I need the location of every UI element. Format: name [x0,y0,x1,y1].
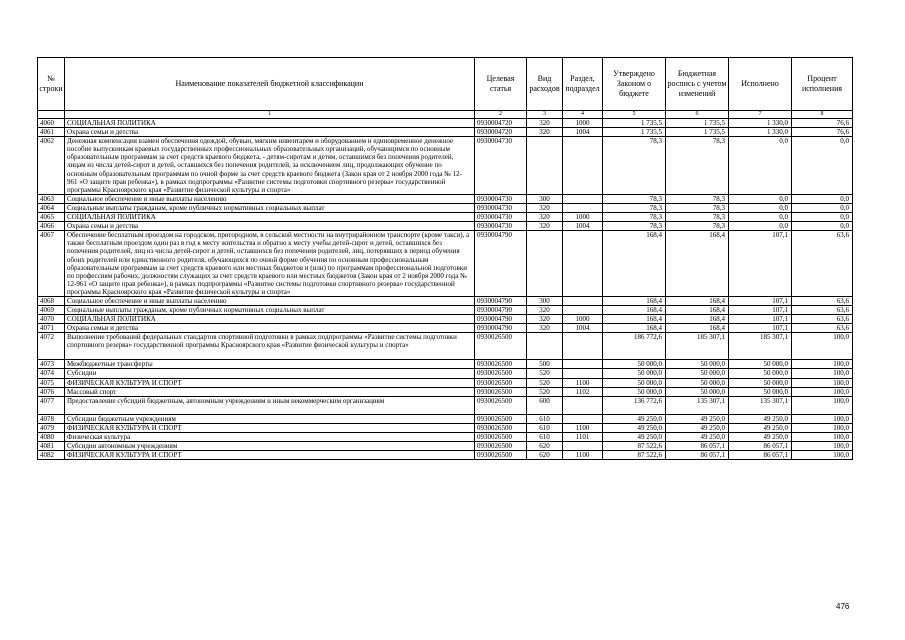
indicator-name: Физическая культура [65,432,475,441]
table-row [38,222,853,231]
section-code [563,396,603,414]
table-row [38,333,853,360]
target-article: 0930004730 [475,137,527,195]
execution-percent: 63,6 [792,315,853,324]
column-number-row [38,111,853,119]
table-body [38,119,853,460]
row-number: 4080 [38,432,65,441]
indicator-name: Выполнение требований федеральных стандартов спортивной подготовки в рамках подпрограммы «Развитие системы подготовки спортивного резерва» государственной программы Красноярского края «Развитие физической культуры и спорта» [65,333,475,360]
budget-amount: 168,4 [666,315,729,324]
approved-amount: 50 000,0 [603,387,666,396]
budget-amount: 78,3 [666,213,729,222]
colnum: 8 [792,111,853,119]
indicator-name: СОЦИАЛЬНАЯ ПОЛИТИКА [65,315,475,324]
approved-amount: 87 522,6 [603,451,666,460]
target-article: 0930004720 [475,119,527,128]
execution-percent: 100,0 [792,451,853,460]
expense-type: 300 [527,296,563,305]
row-number: 4069 [38,306,65,315]
expense-type: 500 [527,360,563,369]
indicator-name: Социальное обеспечение и иные выплаты населению [65,296,475,305]
section-code [563,296,603,305]
execution-percent: 100,0 [792,378,853,387]
expense-type: 300 [527,194,563,203]
target-article: 0930004730 [475,222,527,231]
header-row-no: № строки [38,58,65,111]
header-target: Целевая статья [475,58,527,111]
section-code: 1004 [563,128,603,137]
table-row [38,296,853,305]
table-row [38,378,853,387]
indicator-name: Социальные выплаты гражданам, кроме публичных нормативных социальных выплат [65,306,475,315]
expense-type: 620 [527,442,563,451]
target-article: 0930026500 [475,432,527,441]
budget-amount: 50 000,0 [666,369,729,378]
header-section: Раздел, подраздел [563,58,603,111]
header-percent: Процент исполнения [792,58,853,111]
target-article: 0930004790 [475,315,527,324]
approved-amount: 78,3 [603,213,666,222]
executed-amount: 86 057,1 [729,451,792,460]
target-article: 0930004730 [475,194,527,203]
expense-type [527,231,563,297]
target-article: 0930026500 [475,360,527,369]
row-number: 4082 [38,451,65,460]
budget-amount: 50 000,0 [666,387,729,396]
executed-amount: 0,0 [729,194,792,203]
execution-percent: 100,0 [792,414,853,423]
section-code [563,306,603,315]
executed-amount: 1 330,0 [729,119,792,128]
approved-amount: 78,3 [603,222,666,231]
row-number: 4068 [38,296,65,305]
budget-amount: 49 250,0 [666,432,729,441]
expense-type: 320 [527,128,563,137]
execution-percent: 0,0 [792,213,853,222]
executed-amount: 107,1 [729,231,792,297]
execution-percent: 0,0 [792,222,853,231]
indicator-name: СОЦИАЛЬНАЯ ПОЛИТИКА [65,213,475,222]
target-article: 0930004790 [475,296,527,305]
section-code: 1102 [563,387,603,396]
row-number: 4066 [38,222,65,231]
executed-amount: 0,0 [729,213,792,222]
section-code [563,369,603,378]
target-article: 0930026500 [475,387,527,396]
execution-percent: 0,0 [792,137,853,195]
budget-amount: 168,4 [666,306,729,315]
expense-type: 320 [527,203,563,212]
budget-amount: 78,3 [666,137,729,195]
target-article: 0930026500 [475,396,527,414]
expense-type: 320 [527,213,563,222]
section-code: 1000 [563,213,603,222]
table-row [38,119,853,128]
section-code: 1100 [563,451,603,460]
target-article: 0930004720 [475,128,527,137]
expense-type [527,333,563,360]
approved-amount: 168,4 [603,324,666,333]
expense-type: 520 [527,378,563,387]
indicator-name: СОЦИАЛЬНАЯ ПОЛИТИКА [65,119,475,128]
budget-amount: 86 057,1 [666,451,729,460]
colnum: 2 [475,111,527,119]
row-number: 4070 [38,315,65,324]
expense-type: 320 [527,222,563,231]
approved-amount: 50 000,0 [603,378,666,387]
table-row [38,396,853,414]
section-code: 1100 [563,423,603,432]
indicator-name: Субсидии автономным учреждениям [65,442,475,451]
execution-percent: 0,0 [792,203,853,212]
executed-amount: 49 250,0 [729,414,792,423]
section-code [563,231,603,297]
row-number: 4062 [38,137,65,195]
budget-amount: 78,3 [666,222,729,231]
execution-percent: 100,0 [792,442,853,451]
row-number: 4060 [38,119,65,128]
approved-amount: 78,3 [603,137,666,195]
executed-amount: 107,1 [729,324,792,333]
execution-percent: 76,6 [792,119,853,128]
executed-amount: 49 250,0 [729,423,792,432]
target-article: 0930004790 [475,231,527,297]
budget-amount: 168,4 [666,231,729,297]
section-code: 1000 [563,315,603,324]
section-code: 1101 [563,432,603,441]
executed-amount: 0,0 [729,203,792,212]
expense-type: 620 [527,451,563,460]
expense-type [527,137,563,195]
indicator-name: ФИЗИЧЕСКАЯ КУЛЬТУРА И СПОРТ [65,378,475,387]
indicator-name: Обеспечение бесплатным проездом на городском, пригородном, в сельской местности на внутрирайонном транспорте (кроме такси), а также бесплатным проездом один раз в год к месту жительства и обратно к месту учебы детей-сирот и детей, оставшихся без попечения родителей, лиц из числа детей-сирот и детей, оставшихся без попечения родителей, лиц, потерявших в период обучения обоих родителей или единственного родителя, обучающихся по очной форме обучения по основным профессиональным образовательным программам за счет средств краевого или местных бюджетов и (или) по программам профессиональной подготовки по профессиям рабочих, должностям служащих за счет средств краевого или местных бюджетов (Закон края от 2 ноября 2000 года № 12-961 «О защите прав ребенка»), в рамках подпрограммы «Развитие системы подготовки спортивного резерва» государственной программы Красноярского края «Развитие физической культуры и спорта» [65,231,475,297]
budget-amount: 185 307,1 [666,333,729,360]
approved-amount: 78,3 [603,194,666,203]
budget-amount: 168,4 [666,296,729,305]
table-row [38,360,853,369]
approved-amount: 50 000,0 [603,360,666,369]
executed-amount: 107,1 [729,315,792,324]
table-row [38,442,853,451]
indicator-name: Охрана семьи и детства [65,324,475,333]
approved-amount: 168,4 [603,315,666,324]
section-code: 1004 [563,324,603,333]
row-number: 4061 [38,128,65,137]
budget-amount: 78,3 [666,194,729,203]
approved-amount: 49 250,0 [603,432,666,441]
colnum: 7 [729,111,792,119]
budget-report-page [37,57,852,460]
approved-amount: 78,3 [603,203,666,212]
execution-percent: 100,0 [792,432,853,441]
execution-percent: 100,0 [792,333,853,360]
indicator-name: Субсидии [65,369,475,378]
budget-amount: 49 250,0 [666,414,729,423]
table-row [38,432,853,441]
section-code: 1100 [563,378,603,387]
executed-amount: 185 307,1 [729,333,792,360]
executed-amount: 0,0 [729,222,792,231]
execution-percent: 76,6 [792,128,853,137]
indicator-name: Предоставление субсидий бюджетным, автономным учреждениям и иным некоммерческим организациям [65,396,475,414]
row-number: 4072 [38,333,65,360]
section-code [563,360,603,369]
target-article: 0930026500 [475,451,527,460]
row-number: 4073 [38,360,65,369]
expense-type: 600 [527,396,563,414]
budget-amount: 86 057,1 [666,442,729,451]
target-article: 0930026500 [475,423,527,432]
executed-amount: 50 000,0 [729,387,792,396]
approved-amount: 186 772,6 [603,333,666,360]
approved-amount: 168,4 [603,231,666,297]
table-row [38,423,853,432]
approved-amount: 168,4 [603,306,666,315]
header-approved: Утверждено Законом о бюджете [603,58,666,111]
executed-amount: 0,0 [729,137,792,195]
table-row [38,128,853,137]
target-article: 0930004730 [475,203,527,212]
page-number: 476 [836,602,850,611]
header-executed: Исполнено [729,58,792,111]
budget-amount: 168,4 [666,324,729,333]
expense-type: 610 [527,414,563,423]
approved-amount: 136 772,6 [603,396,666,414]
execution-percent: 63,6 [792,296,853,305]
expense-type: 320 [527,119,563,128]
header-name: Наименование показателей бюджетной классификации [65,58,475,111]
table-row [38,137,853,195]
row-number: 4071 [38,324,65,333]
execution-percent: 100,0 [792,423,853,432]
target-article: 0930026500 [475,333,527,360]
indicator-name: Межбюджетные трансферты [65,360,475,369]
execution-percent: 63,6 [792,324,853,333]
executed-amount: 50 000,0 [729,378,792,387]
table-row [38,414,853,423]
indicator-name: Охрана семьи и детства [65,128,475,137]
header-expense-type: Вид расходов [527,58,563,111]
table-row [38,231,853,297]
table-row [38,203,853,212]
indicator-name: Массовый спорт [65,387,475,396]
budget-amount: 1 735,5 [666,119,729,128]
row-number: 4078 [38,414,65,423]
budget-amount: 135 307,1 [666,396,729,414]
section-code [563,137,603,195]
row-number: 4079 [38,423,65,432]
colnum: 6 [666,111,729,119]
indicator-name: ФИЗИЧЕСКАЯ КУЛЬТУРА И СПОРТ [65,423,475,432]
row-number: 4063 [38,194,65,203]
indicator-name: Охрана семьи и детства [65,222,475,231]
colnum [38,111,65,119]
budget-amount: 49 250,0 [666,423,729,432]
table-row [38,451,853,460]
execution-percent: 0,0 [792,194,853,203]
budget-amount: 78,3 [666,203,729,212]
execution-percent: 63,6 [792,306,853,315]
row-number: 4064 [38,203,65,212]
indicator-name: Социальные выплаты гражданам, кроме публичных нормативных социальных выплат [65,203,475,212]
header-budget-list: Бюджетная роспись с учетом изменений [666,58,729,111]
approved-amount: 49 250,0 [603,414,666,423]
row-number: 4074 [38,369,65,378]
table-row [38,213,853,222]
budget-table [37,57,853,460]
table-row [38,387,853,396]
table-row [38,324,853,333]
expense-type: 610 [527,432,563,441]
approved-amount: 168,4 [603,296,666,305]
execution-percent: 100,0 [792,396,853,414]
section-code [563,194,603,203]
expense-type: 320 [527,306,563,315]
colnum: 4 [563,111,603,119]
executed-amount: 135 307,1 [729,396,792,414]
section-code [563,203,603,212]
section-code [563,414,603,423]
target-article: 0930026500 [475,442,527,451]
target-article: 0930004790 [475,324,527,333]
row-number: 4067 [38,231,65,297]
indicator-name: ФИЗИЧЕСКАЯ КУЛЬТУРА И СПОРТ [65,451,475,460]
execution-percent: 100,0 [792,360,853,369]
indicator-name: Денежная компенсация взамен обеспечения одеждой, обувью, мягким инвентарем и оборудованием и единовременное денежное пособие выпускникам краевых государственных профессиональных образовательных организаций, обучающимся по основным образовательным программам за счет средств краевого бюджета, - детям-сиротам и детям, оставшимся без попечения родителей, лицам из числа детей-сирот и детей, оставшихся без попечения родителей, за исключением лиц, продолжающих обучение по основным образовательным программам по очной форме за счет средств краевого бюджета (Закон края от 2 ноября 2000 года № 12-961 «О защите прав ребенка»), в рамках подпрограммы «Развитие системы подготовки спортивного резерва» государственной программы Красноярского края «Развитие физической культуры и спорта» [65,137,475,195]
budget-amount: 1 735,5 [666,128,729,137]
target-article: 0930004730 [475,213,527,222]
row-number: 4075 [38,378,65,387]
execution-percent: 100,0 [792,387,853,396]
section-code [563,333,603,360]
table-row [38,306,853,315]
expense-type: 320 [527,315,563,324]
target-article: 0930026500 [475,414,527,423]
executed-amount: 107,1 [729,306,792,315]
expense-type: 520 [527,387,563,396]
approved-amount: 1 735,5 [603,128,666,137]
approved-amount: 1 735,5 [603,119,666,128]
executed-amount: 1 330,0 [729,128,792,137]
colnum: 3 [527,111,563,119]
execution-percent: 63,6 [792,231,853,297]
indicator-name: Субсидии бюджетным учреждениям [65,414,475,423]
row-number: 4081 [38,442,65,451]
table-header [38,58,853,119]
expense-type: 320 [527,324,563,333]
executed-amount: 50 000,0 [729,360,792,369]
row-number: 4065 [38,213,65,222]
row-number: 4077 [38,396,65,414]
section-code: 1000 [563,119,603,128]
executed-amount: 86 057,1 [729,442,792,451]
colnum: 1 [65,111,475,119]
indicator-name: Социальное обеспечение и иные выплаты населению [65,194,475,203]
executed-amount: 49 250,0 [729,432,792,441]
approved-amount: 49 250,0 [603,423,666,432]
budget-amount: 50 000,0 [666,360,729,369]
execution-percent: 100,0 [792,369,853,378]
colnum: 5 [603,111,666,119]
table-row [38,315,853,324]
table-row [38,369,853,378]
section-code [563,442,603,451]
budget-amount: 50 000,0 [666,378,729,387]
target-article: 0930026500 [475,378,527,387]
expense-type: 520 [527,369,563,378]
executed-amount: 50 000,0 [729,369,792,378]
row-number: 4076 [38,387,65,396]
target-article: 0930004790 [475,306,527,315]
expense-type: 610 [527,423,563,432]
table-row [38,194,853,203]
executed-amount: 107,1 [729,296,792,305]
approved-amount: 87 522,6 [603,442,666,451]
section-code: 1004 [563,222,603,231]
approved-amount: 50 000,0 [603,369,666,378]
target-article: 0930026500 [475,369,527,378]
